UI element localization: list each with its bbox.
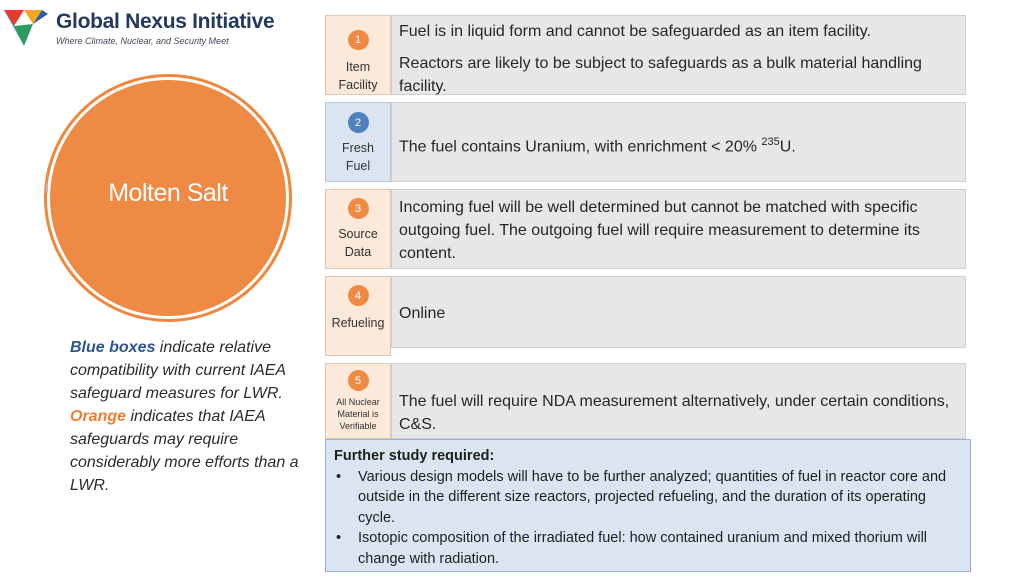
row-5-content xyxy=(391,363,966,439)
row-3-label-line1: Source xyxy=(338,227,378,241)
row-1-text-a: Fuel is in liquid form and cannot be safeguarded as an item facility. xyxy=(399,23,871,40)
row-4-number: 4 xyxy=(348,285,369,306)
row-1-label-line2: Facility xyxy=(338,78,378,92)
row-2-text-pre: The fuel contains Uranium, with enrichment < 20% xyxy=(399,138,762,156)
row-1-side xyxy=(325,15,391,95)
row-2-text-sup: 235 xyxy=(761,136,780,148)
row-5-side xyxy=(325,363,391,439)
row-2-label xyxy=(342,139,374,175)
row-2-label-line1: Fresh xyxy=(342,141,374,155)
row-2-text-post: U. xyxy=(779,138,796,156)
molten-salt-circle xyxy=(50,80,286,316)
list-item xyxy=(334,528,960,569)
legend xyxy=(70,336,300,497)
further-study-box xyxy=(325,439,971,572)
logo-subtitle: Where Climate, Nuclear, and Security Meet xyxy=(56,36,229,46)
row-1-text-b: Reactors are likely to be subject to safeguards as a bulk material handling facility. xyxy=(399,55,922,95)
row-5-label-line2: Material is xyxy=(337,409,379,419)
bullet-icon: • xyxy=(336,530,342,546)
row-4-label xyxy=(332,314,385,332)
legend-blue-text: indicate relative compatibility with current IAEA safeguard measures for LWR. xyxy=(70,339,286,402)
row-1-label-line1: Item xyxy=(345,60,371,74)
legend-blue-term: Blue boxes xyxy=(70,339,156,356)
globe-logo-icon xyxy=(2,4,52,50)
row-4-label-line1: Refueling xyxy=(331,316,385,330)
row-3-label xyxy=(338,225,378,261)
row-4-text: Online xyxy=(399,305,446,322)
row-3-content xyxy=(391,189,966,269)
logo xyxy=(0,2,275,52)
further-study-item-2: Isotopic composition of the irradiated fuel: how contained uranium and mixed thorium will change with radiation. xyxy=(358,530,928,567)
legend-orange-term: Orange xyxy=(70,408,127,425)
row-5-text: The fuel will require NDA measurement alternatively, under certain conditions, C&S. xyxy=(399,393,950,433)
row-4-side xyxy=(325,276,391,356)
row-2-side xyxy=(325,102,391,182)
row-5-number: 5 xyxy=(348,370,369,391)
list-item xyxy=(334,467,960,529)
logo-title: Global Nexus Initiative xyxy=(56,10,275,33)
row-2-content xyxy=(391,102,966,182)
row-3-label-line2: Data xyxy=(344,245,372,259)
row-2-number: 2 xyxy=(348,112,369,133)
row-5-label-line3: Verifiable xyxy=(339,421,377,431)
row-1-number: 1 xyxy=(348,30,369,50)
further-study-item-1: Various design models will have to be further analyzed; quantities of fuel in reactor core and outside in the different size reactors, projected refueling, and the duration of its operating cycle. xyxy=(358,468,947,526)
further-study-list xyxy=(334,467,960,570)
circle-label: Molten Salt xyxy=(108,178,228,207)
row-3-side xyxy=(325,189,391,269)
row-5-label-line1: All Nuclear xyxy=(336,397,380,407)
row-2-text xyxy=(399,131,955,158)
further-study-title: Further study required: xyxy=(334,448,495,464)
legend-orange-text: indicates that IAEA safeguards may require considerably more efforts than a LWR. xyxy=(70,408,299,494)
row-1-label xyxy=(339,58,378,94)
row-3-text: Incoming fuel will be well determined but cannot be matched with specific outgoing fuel. The outgoing fuel will require measurement to determine its content. xyxy=(399,199,920,262)
row-1-content xyxy=(391,15,966,95)
row-5-label xyxy=(336,396,380,432)
row-3-number: 3 xyxy=(348,198,369,219)
row-2-label-line2: Fuel xyxy=(345,159,371,173)
bullet-icon: • xyxy=(336,468,342,485)
row-4-content xyxy=(391,276,966,348)
